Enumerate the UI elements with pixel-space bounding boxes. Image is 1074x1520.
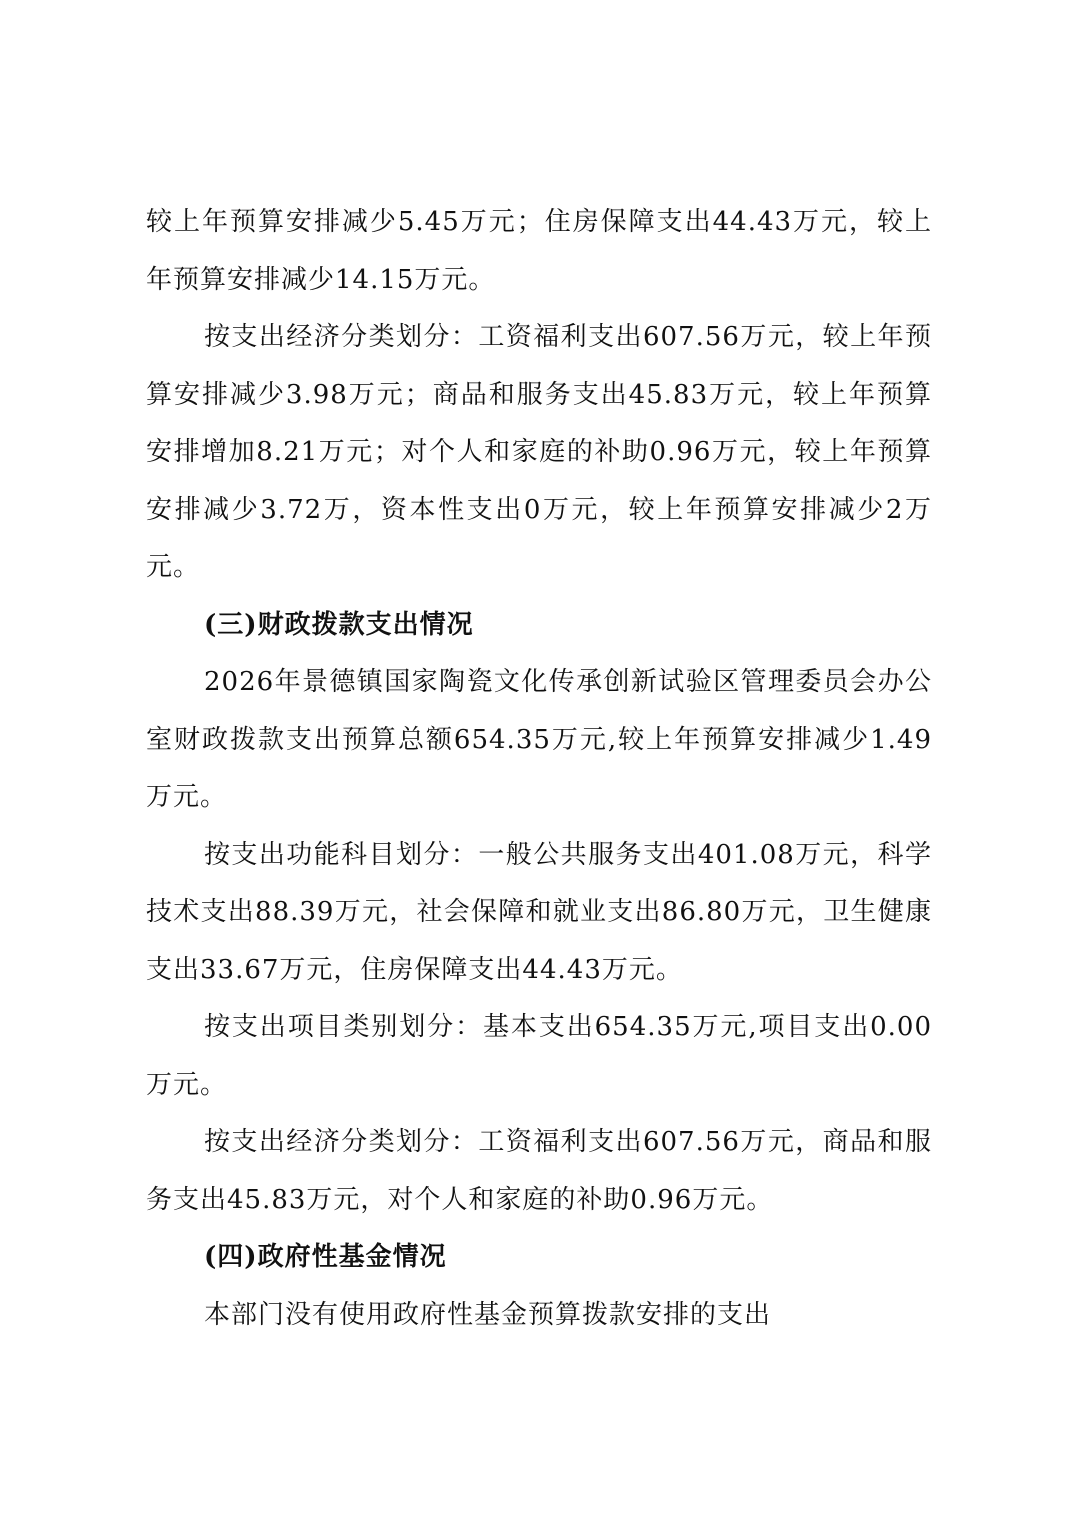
paragraph-continuation: 较上年预算安排减少5.45万元；住房保障支出44.43万元，较上年预算安排减少14.15万元。 [146, 207, 932, 295]
paragraph-project-classification: 按支出项目类别划分：基本支出654.35万元,项目支出0.00万元。 [146, 1012, 932, 1100]
document-page [146, 194, 932, 1344]
section-heading-fiscal-appropriation: (三)财政拨款支出情况 [204, 609, 474, 640]
paragraph-functional-classification: 按支出功能科目划分：一般公共服务支出401.08万元，科学技术支出88.39万元，社会保障和就业支出86.80万元，卫生健康支出33.67万元，住房保障支出44.43万元。 [146, 839, 932, 985]
paragraph-fiscal-total: 2026年景德镇国家陶瓷文化传承创新试验区管理委员会办公室财政拨款支出预算总额654.35万元,较上年预算安排减少1.49万元。 [146, 667, 932, 812]
section-heading-government-fund: (四)政府性基金情况 [204, 1242, 447, 1272]
paragraph-economic-classification: 按支出经济分类划分：工资福利支出607.56万元，较上年预算安排减少3.98万元；商品和服务支出45.83万元，较上年预算安排增加8.21万元；对个人和家庭的补助0.96万元，较上年预算安排减少3.72万，资本性支出0万元，较上年预算安排减少2万元。 [146, 322, 932, 582]
paragraph-economic-classification-2: 按支出经济分类划分：工资福利支出607.56万元，商品和服务支出45.83万元，对个人和家庭的补助0.96万元。 [146, 1127, 932, 1215]
paragraph-government-fund: 本部门没有使用政府性基金预算拨款安排的支出 [204, 1299, 772, 1330]
